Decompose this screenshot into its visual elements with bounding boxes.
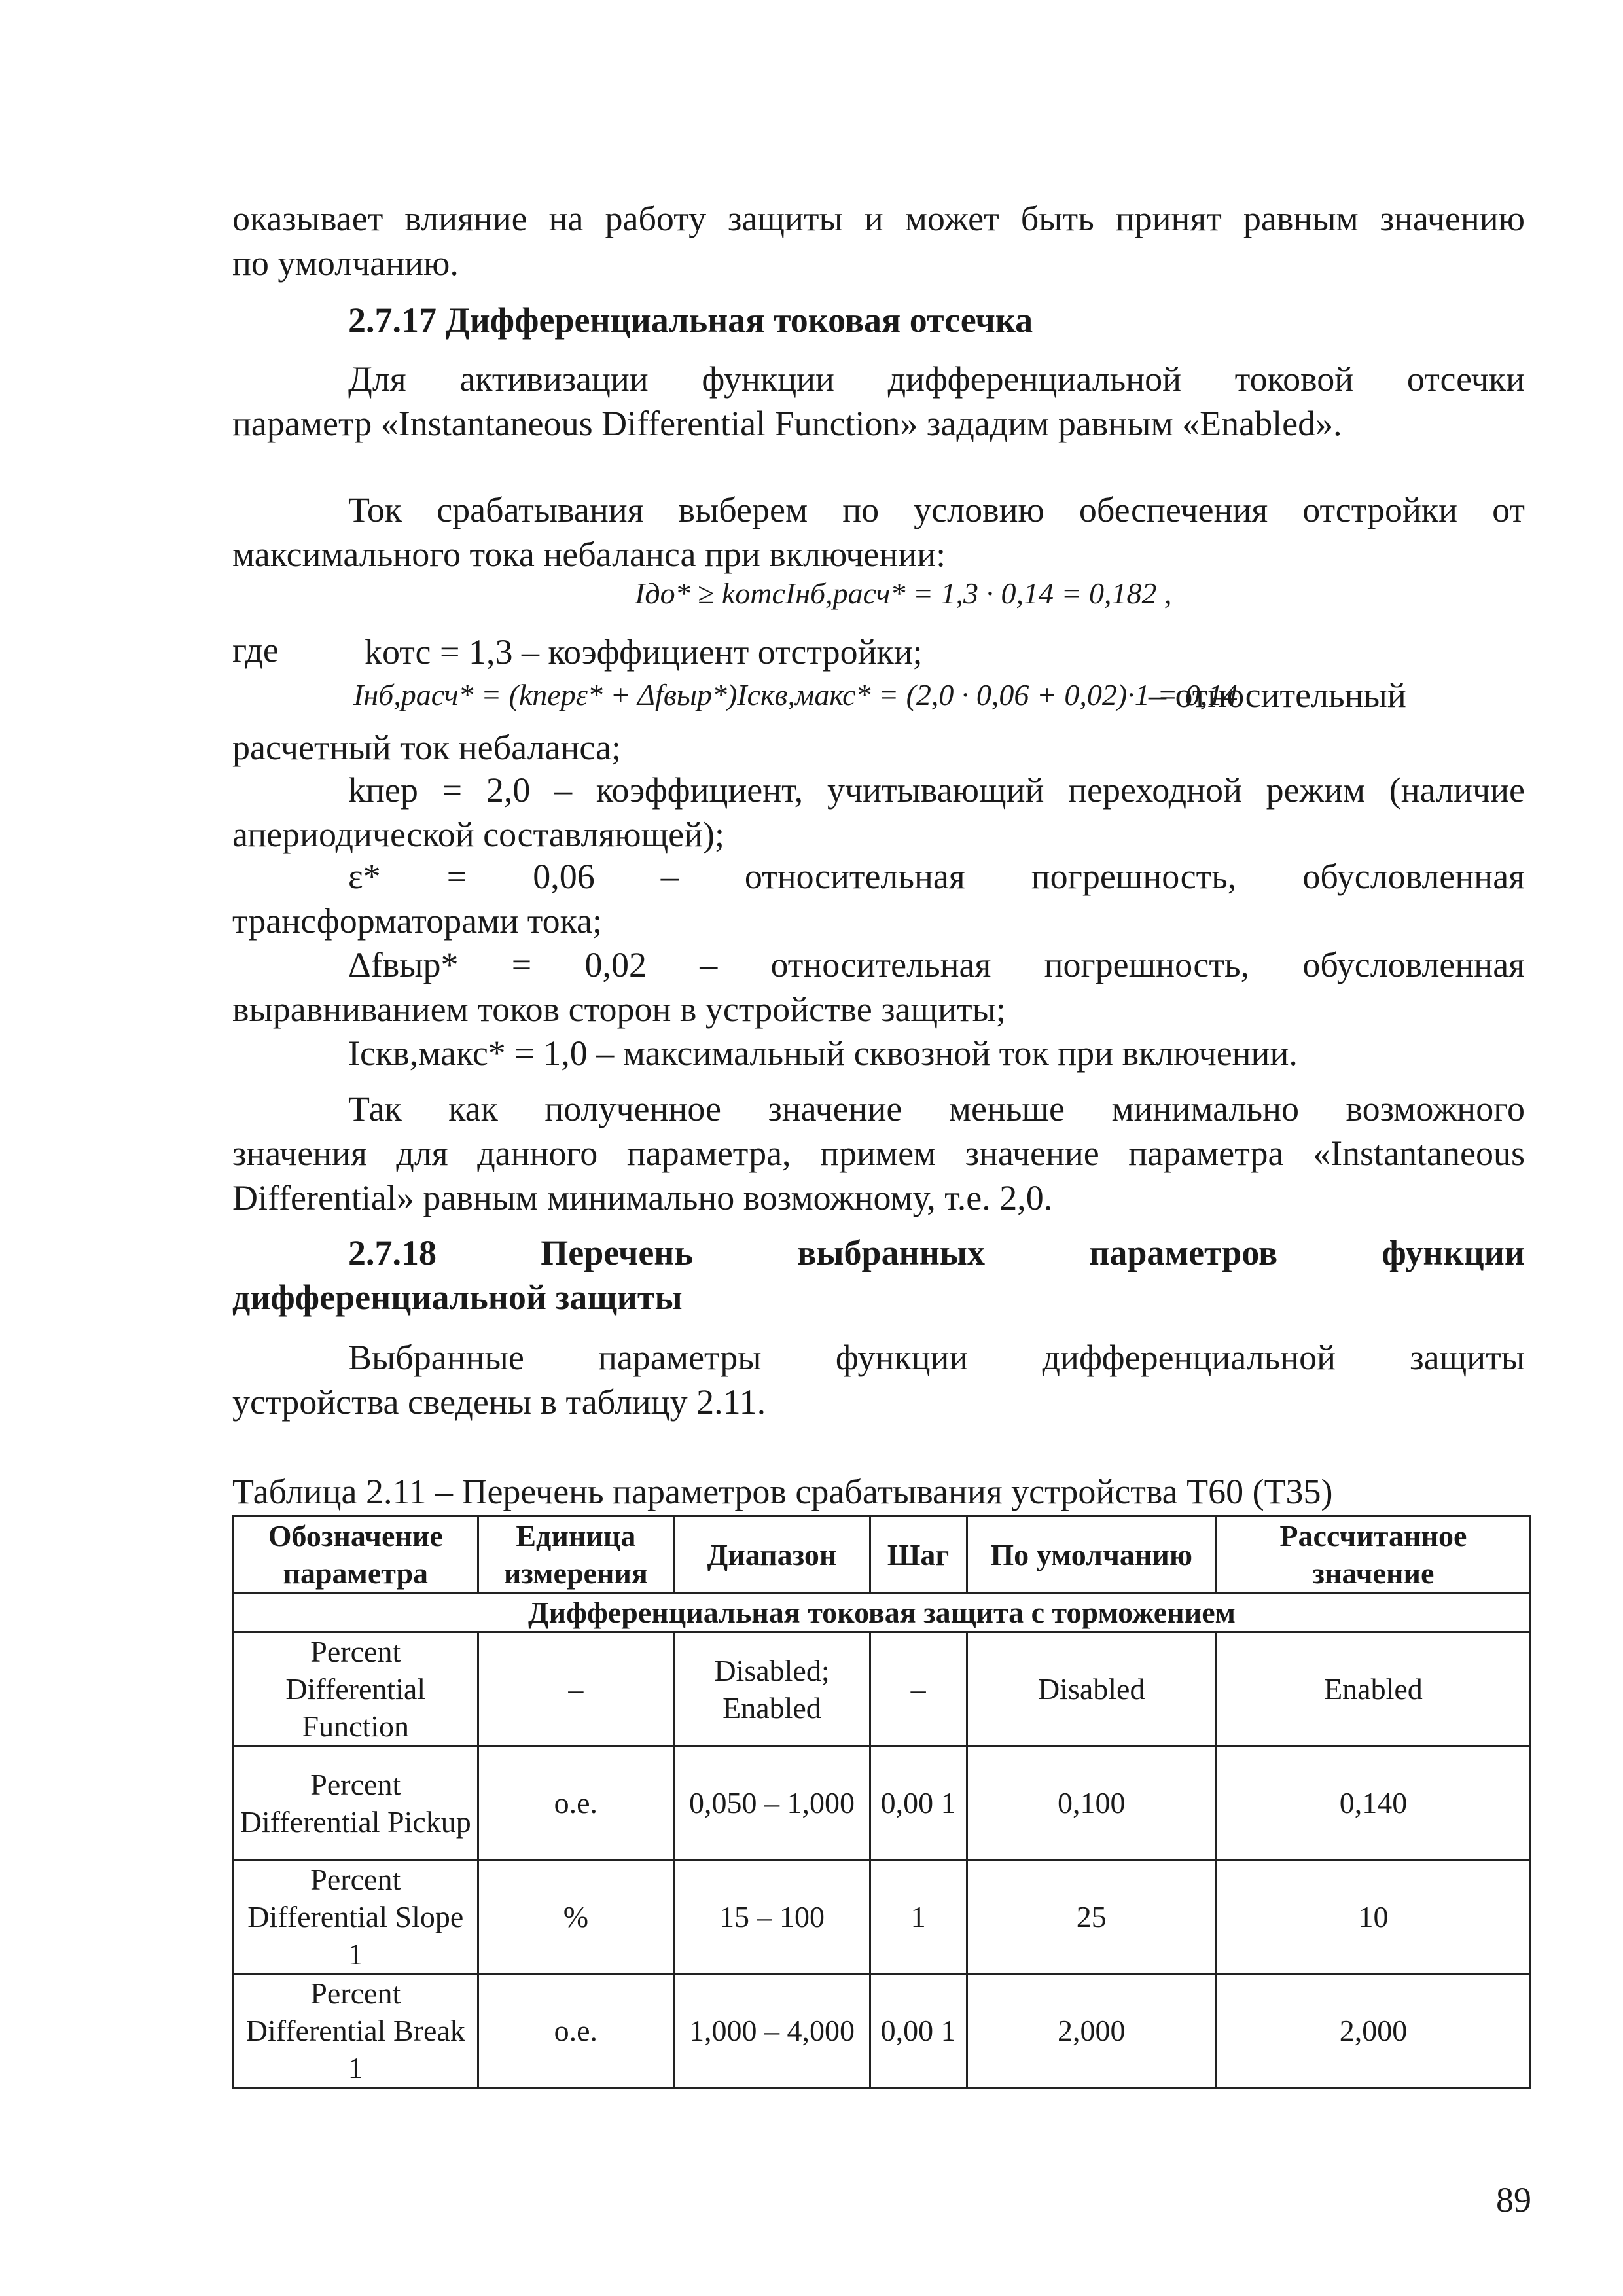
- table-cell: Percent Differential Slope 1: [234, 1860, 478, 1974]
- formula-unbalance-tail: – относительный: [1149, 675, 1406, 715]
- paragraph-intro: оказывает влияние на работу защиты и может быть принят равным значению по умолчанию.: [232, 199, 1525, 283]
- table-row: [234, 1974, 1531, 2088]
- paragraph-activation: Для активизации функции дифференциальной токовой отсечки параметр «Instantaneous Differential Function» зададим равным «Enabled».: [232, 359, 1525, 443]
- section-heading-2-7-17: 2.7.17 Дифференциальная токовая отсечка: [348, 300, 1033, 340]
- table-row: [234, 1632, 1531, 1746]
- formula-unbalance-continuation: расчетный ток небаланса;: [232, 728, 621, 767]
- header-cell: Единица измерения: [478, 1516, 674, 1593]
- table-cell: 10: [1216, 1860, 1530, 1974]
- table-cell: Percent Differential Break 1: [234, 1974, 478, 2088]
- table-cell: %: [478, 1860, 674, 1974]
- table-cell: 0,00 1: [870, 1974, 967, 2088]
- table-cell: 25: [967, 1860, 1216, 1974]
- definition-delta-f: Δfвыр* = 0,02 – относительная погрешность, обусловленная выравниванием токов сторон в устройстве защиты;: [232, 945, 1525, 1029]
- table-cell: Enabled: [1216, 1632, 1530, 1746]
- table-caption: Таблица 2.11 – Перечень параметров срабатывания устройства Т60 (Т35): [232, 1472, 1333, 1511]
- page-number: 89: [1496, 2180, 1531, 2219]
- table-cell: –: [478, 1632, 674, 1746]
- table-cell: 0,00 1: [870, 1746, 967, 1860]
- table-row: [234, 1860, 1531, 1974]
- definition-k-per: kпер = 2,0 – коэффициент, учитывающий переходной режим (наличие апериодической составляющей);: [232, 770, 1525, 854]
- table-cell: 1: [870, 1860, 967, 1974]
- header-cell: Шаг: [870, 1516, 967, 1593]
- formula-pickup: Iдо* ≥ kотсIнб,расч* = 1,3 · 0,14 = 0,182 ,: [635, 577, 1172, 610]
- header-cell: Диапазон: [674, 1516, 870, 1593]
- table-cell: Percent Differential Function: [234, 1632, 478, 1746]
- section-heading-2-7-18: 2.7.18 Перечень выбранных параметров функции дифференциальной защиты: [232, 1233, 1525, 1317]
- table-header-row: [234, 1516, 1531, 1593]
- table-cell: Percent Differential Pickup: [234, 1746, 478, 1860]
- table-cell: Disabled; Enabled: [674, 1632, 870, 1746]
- section-title: Дифференциальная токовая защита с торможением: [234, 1593, 1531, 1632]
- table-cell: 0,100: [967, 1746, 1216, 1860]
- table-row: [234, 1746, 1531, 1860]
- table-cell: Disabled: [967, 1632, 1216, 1746]
- table-cell: –: [870, 1632, 967, 1746]
- table-cell: 1,000 – 4,000: [674, 1974, 870, 2088]
- definition-i-skv: Iскв,макс* = 1,0 – максимальный сквозной ток при включении.: [348, 1033, 1298, 1073]
- definition-epsilon: ε* = 0,06 – относительная погрешность, обусловленная трансформаторами тока;: [232, 857, 1525, 941]
- table-cell: 2,000: [967, 1974, 1216, 2088]
- table-cell: 0,050 – 1,000: [674, 1746, 870, 1860]
- table-cell: 0,140: [1216, 1746, 1530, 1860]
- paragraph-conclusion: Так как полученное значение меньше минимально возможного значения для данного параметра, примем значение параметра «Instantaneous Differential» равным минимально возможному, т.е. 2,0.: [232, 1089, 1525, 1217]
- paragraph-table-intro: Выбранные параметры функции дифференциальной защиты устройства сведены в таблицу 2.11.: [232, 1338, 1525, 1422]
- table-cell: о.е.: [478, 1974, 674, 2088]
- definition-k-ots: kотс = 1,3 – коэффициент отстройки;: [365, 632, 923, 672]
- table-cell: о.е.: [478, 1746, 674, 1860]
- table-cell: 15 – 100: [674, 1860, 870, 1974]
- where-label: где: [232, 630, 279, 670]
- table-section-row: [234, 1593, 1531, 1632]
- paragraph-pickup: Ток срабатывания выберем по условию обеспечения отстройки от максимального тока небаланса при включении:: [232, 490, 1525, 574]
- header-cell: Обозначение параметра: [234, 1516, 478, 1593]
- header-cell: По умолчанию: [967, 1516, 1216, 1593]
- header-cell: Рассчитанное значение: [1216, 1516, 1530, 1593]
- table-cell: 2,000: [1216, 1974, 1530, 2088]
- formula-unbalance: Iнб,расч* = (kперε* + Δfвыр*)Iскв,макс* = (2,0 · 0,06 + 0,02)·1 = 0,14: [353, 678, 1238, 711]
- parameters-table: [232, 1515, 1531, 2089]
